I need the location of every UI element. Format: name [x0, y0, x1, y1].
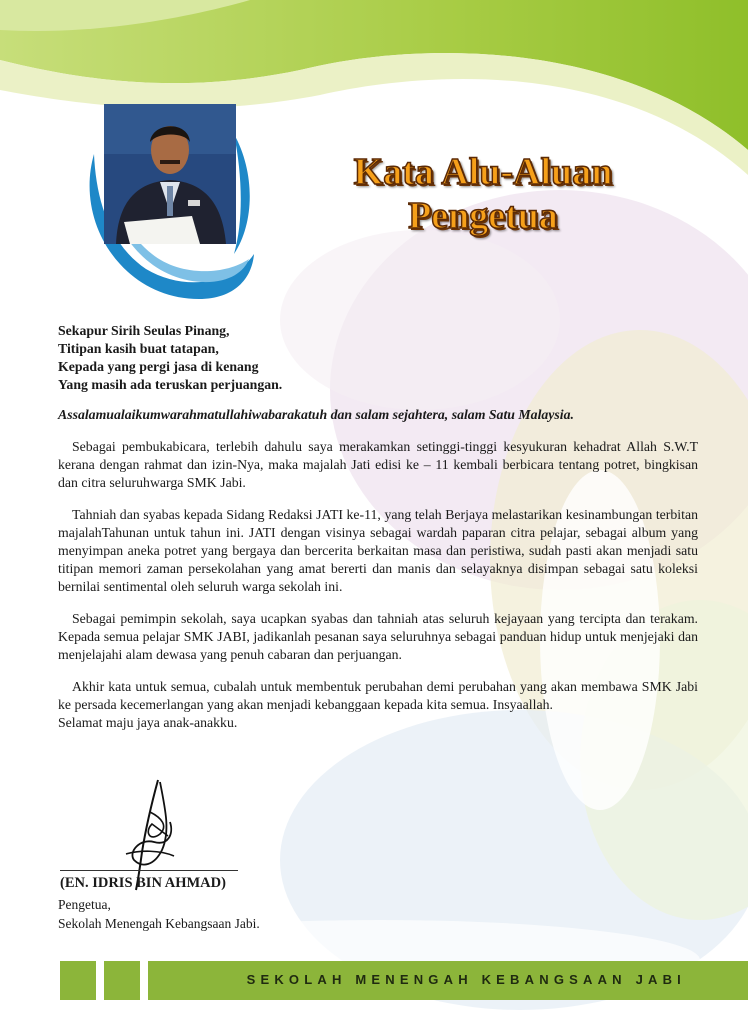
signatory-position: Pengetua, [58, 897, 111, 912]
signature-line [60, 870, 238, 871]
principal-portrait [84, 94, 254, 306]
footer-text: SEKOLAH MENENGAH KEBANGSAAN JABI [246, 972, 686, 987]
poem-line: Sekapur Sirih Seulas Pinang, [58, 323, 230, 338]
paragraph: Sebagai pembukabicara, terlebih dahulu saya merakamkan setinggi-tinggi kesyukuran kehadrat Allah S.W.T kerana dengan rahmat dan izin-Nya, maka majalah Jati edisi ke – 11 kembali berbicara tentang potret, bingkisan dan citra seluruhwarga SMK Jabi. [58, 439, 698, 490]
principal-photo [104, 104, 236, 244]
paragraph: Sebagai pemimpin sekolah, saya ucapkan syabas dan tahniah atas seluruh kejayaan yang tercipta dan terakam. Kepada semua pelajar SMK JABI, jadikanlah pesanan saya seluruhnya sebagai panduan hidup untuk menjejaki dan menjelajahi alam dewasa yang penuh cabaran dan perjuangan. [58, 611, 698, 662]
title-line-2: Pengetua [408, 195, 558, 237]
poem-line: Titipan kasih buat tatapan, [58, 341, 219, 356]
paragraph: Akhir kata untuk semua, cubalah untuk membentuk perubahan demi perubahan yang akan membawa SMK Jabi ke persada kecemerlangan yang akan menjadi kebanggaan kepada kita semua. Insyaallah. [58, 679, 698, 712]
poem-line: Yang masih ada teruskan perjuangan. [58, 377, 283, 392]
poem-line: Kepada yang pergi jasa di kenang [58, 359, 259, 374]
signature [50, 772, 310, 892]
opening-poem [58, 322, 698, 394]
signatory-name: (EN. IDRIS BIN AHMAD) [60, 875, 226, 891]
page-title [318, 150, 648, 238]
footer-square [104, 961, 140, 1000]
signatory-school: Sekolah Menengah Kebangsaan Jabi. [58, 916, 260, 931]
paragraph: Tahniah dan syabas kepada Sidang Redaksi JATI ke-11, yang telah Berjaya melastarikan kesinambungan terbitan majalahTahunan untuk tahun ini. JATI dengan visinya sebagai wardah paparan citra pelajar, sebagai album yang menyimpan aneka potret yang bergaya dan bercerita berkaitan masa dan peristiwa, sudah pasti akan menjadi satu titipan memori zaman persekolahan yang amat bererti dan manis dan selayaknya disimpan sebagai satu koleksi bernilai sentimental oleh seluruh warga sekolah ini. [58, 507, 698, 594]
title-line-1: Kata Alu-Aluan [353, 151, 613, 193]
signatory-details [58, 895, 260, 933]
closing-line: Selamat maju jaya anak-anakku. [58, 715, 238, 730]
message-body [58, 322, 698, 732]
footer-square [60, 961, 96, 1000]
footer-bar [60, 961, 748, 1000]
greeting: Assalamualaikumwarahmatullahiwabarakatuh dan salam sejahtera, salam Satu Malaysia. [58, 407, 574, 422]
